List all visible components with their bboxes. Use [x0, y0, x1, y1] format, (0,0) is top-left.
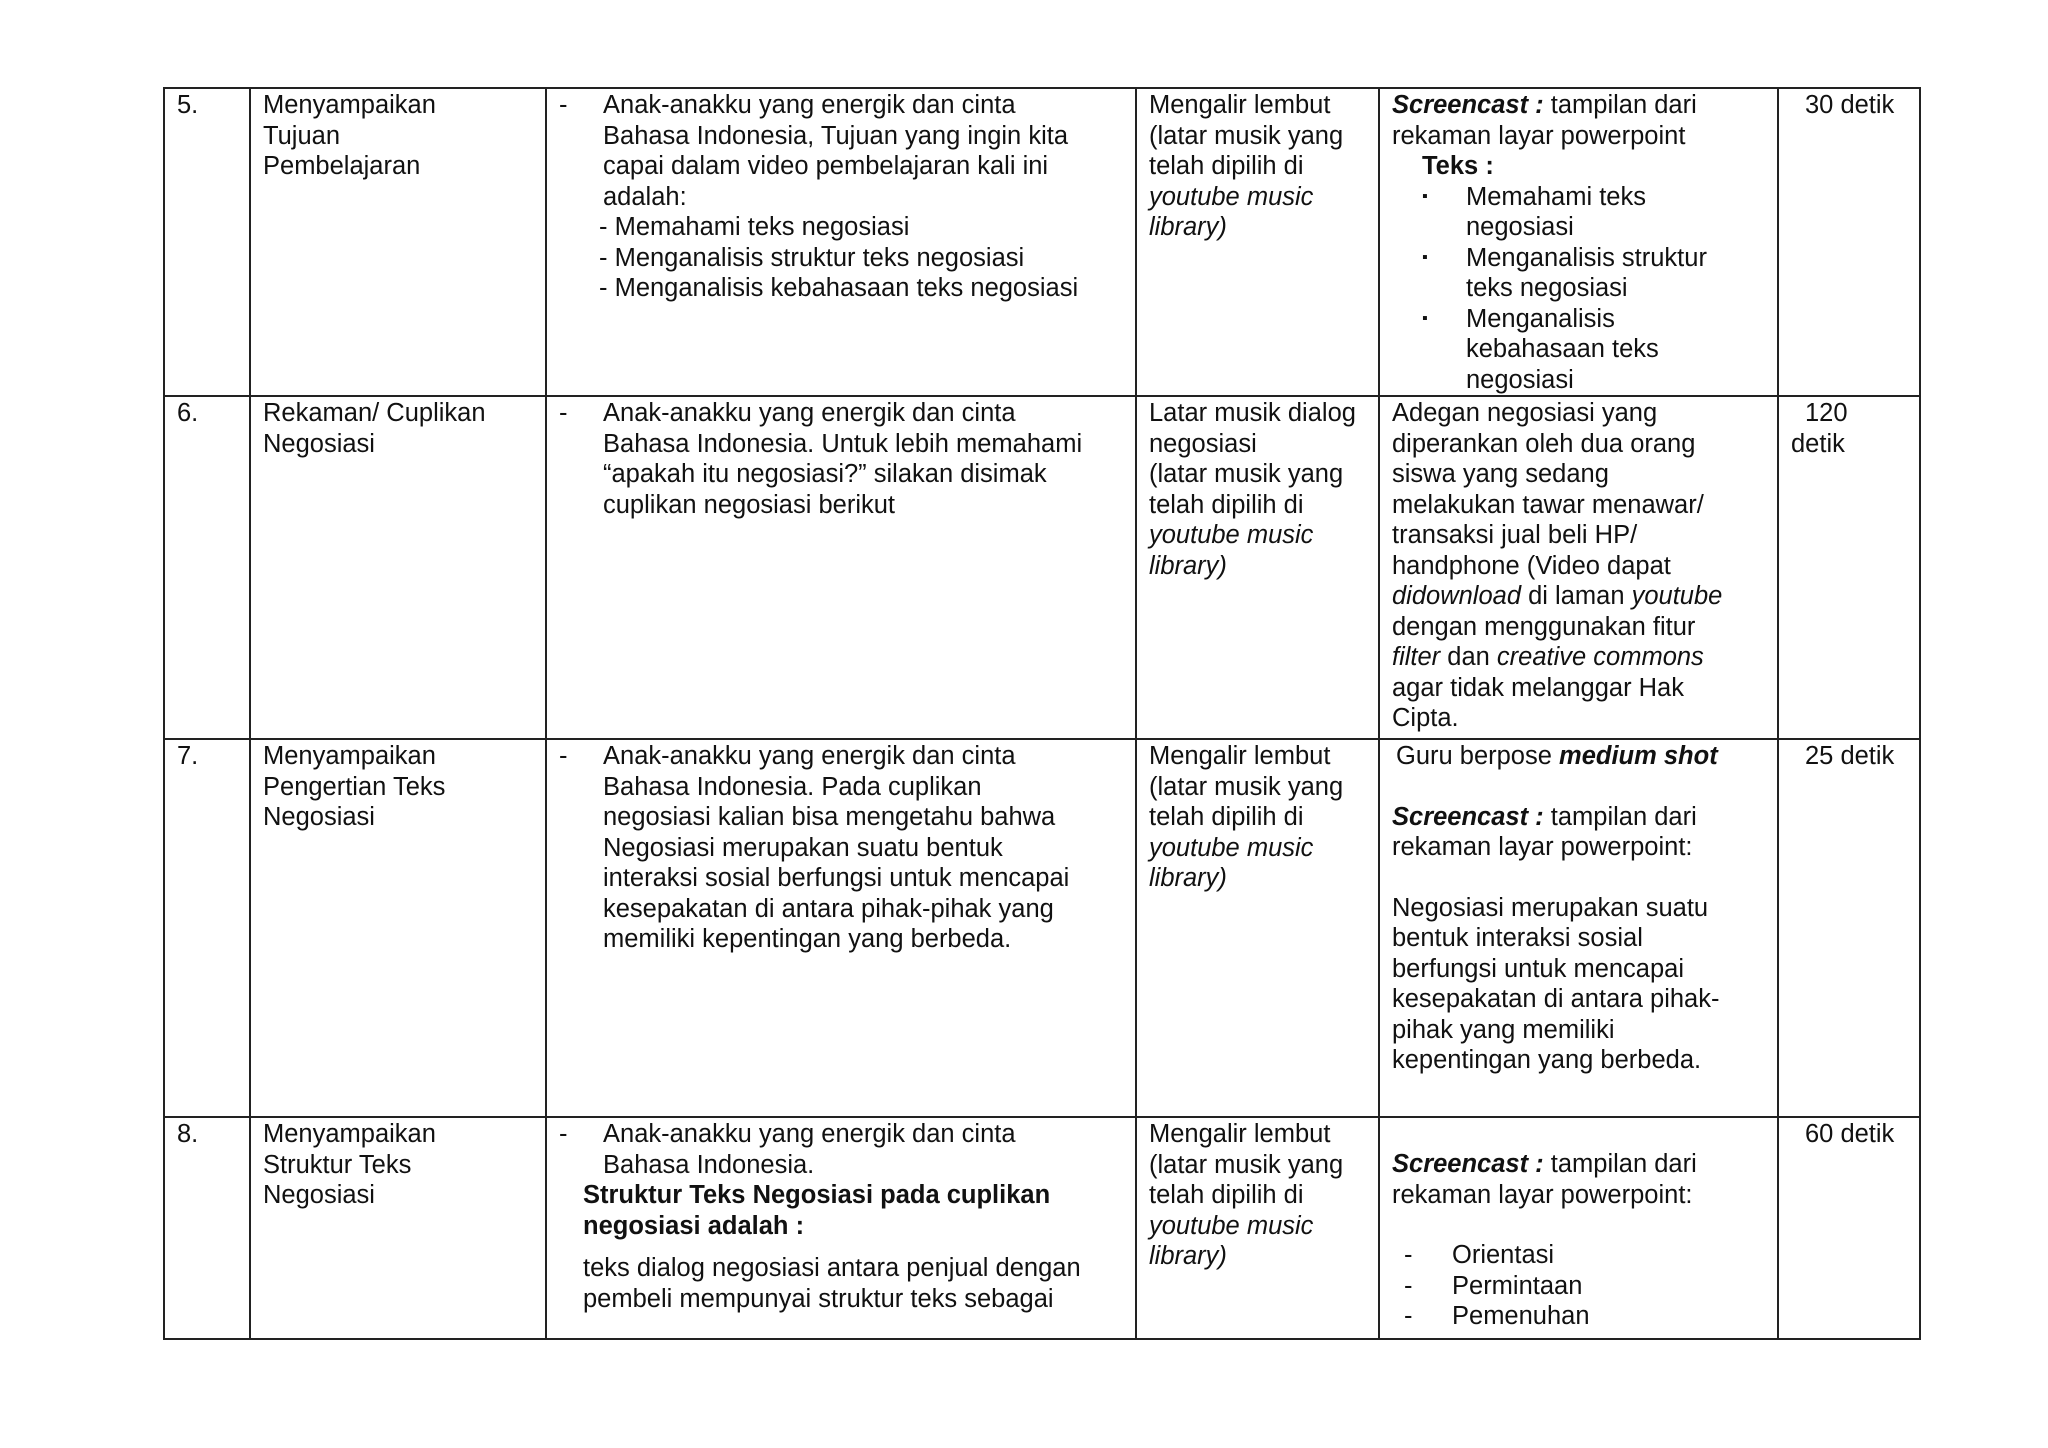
step-line: Menyampaikan — [263, 91, 436, 119]
narration-goal: - Menganalisis kebahasaan teks negosiasi — [599, 274, 1079, 302]
table-row — [164, 396, 1920, 739]
narration-item: - Anak-anakku yang energik dan cinta Bahasa Indonesia. Untuk lebih memahami “apakah itu negosiasi?” silakan disimak cuplikan negosiasi berikut — [559, 399, 1083, 519]
visual-cell: Screencast : tampilan dari rekaman layar powerpoint Teks : ▪ Memahami teks negosiasi ▪ Menganalisis struktur teks negosiasi ▪ Menganalisis kebahasaan teks negosiasi — [1379, 88, 1778, 396]
audio-cell: Mengalir lembut (latar musik yang telah dipilih di youtube music library) — [1136, 739, 1379, 1117]
row-number: 6. — [164, 396, 250, 739]
row-number: 5. — [164, 88, 250, 396]
table-row — [164, 88, 1920, 396]
duration-cell: 60 detik — [1778, 1117, 1920, 1339]
list-item: - Permintaan — [1404, 1271, 1583, 1300]
narration-cell — [546, 396, 1136, 739]
step-cell: Menyampaikan Struktur Teks Negosiasi — [250, 1117, 546, 1339]
audio-cell: Mengalir lembut (latar musik yang telah dipilih di youtube music library) — [1136, 88, 1379, 396]
table-row — [164, 739, 1920, 1117]
square-bullet-icon: ▪ — [1422, 309, 1428, 327]
storyboard-table — [163, 87, 1921, 1340]
structure-heading: Struktur Teks Negosiasi pada cuplikan — [583, 1181, 1051, 1209]
visual-cell: Guru berpose medium shot Screencast : tampilan dari rekaman layar powerpoint: Negosiasi merupakan suatu bentuk interaksi sosial berfungsi untuk mencapai kesepakatan di antara pihak- pihak yang memiliki kepentingan yang berbeda. — [1379, 739, 1778, 1117]
list-item: ▪ Menganalisis struktur teks negosiasi — [1392, 243, 1765, 304]
step-line: Tujuan — [263, 121, 341, 150]
square-bullet-icon: ▪ — [1422, 187, 1428, 205]
narration-goal: - Menganalisis struktur teks negosiasi — [599, 243, 1025, 272]
list-item: - Orientasi — [1404, 1241, 1555, 1269]
structure-list — [1392, 1240, 1765, 1332]
narration-item: - Anak-anakku yang energik dan cinta Bahasa Indonesia. — [559, 1120, 1016, 1179]
step-cell: Rekaman/ Cuplikan Negosiasi — [250, 396, 546, 739]
duration-cell: 30 detik — [1778, 88, 1920, 396]
narration-cell — [546, 88, 1136, 396]
visual-cell: Screencast : tampilan dari rekaman layar powerpoint: - Orientasi - Permintaan - Pemenuhan — [1379, 1117, 1778, 1339]
visual-bullet-list — [1392, 182, 1765, 396]
teks-label: Teks : — [1422, 152, 1494, 180]
step-line: Pembelajaran — [263, 152, 421, 180]
step-cell — [250, 88, 546, 396]
structure-heading: negosiasi adalah : — [583, 1211, 805, 1240]
duration-cell: 25 detik — [1778, 739, 1920, 1117]
square-bullet-icon: ▪ — [1422, 248, 1428, 266]
step-cell: Menyampaikan Pengertian Teks Negosiasi — [250, 739, 546, 1117]
visual-cell: Adegan negosiasi yang diperankan oleh dua orang siswa yang sedang melakukan tawar menawar/ transaksi jual beli HP/ handphone (Video dapat didownload di laman youtube dengan menggunakan fitur filter dan creative commons agar tidak melanggar Hak Cipta. — [1379, 396, 1778, 739]
narration-item: - Anak-anakku yang energik dan cinta Bahasa Indonesia. Pada cuplikan negosiasi kalian bisa mengetahu bahwa Negosiasi merupakan suatu bentuk interaksi sosial berfungsi untuk mencapai kesepakatan di antara pihak-pihak yang memiliki kepentingan yang berbeda. — [559, 742, 1070, 953]
table-row — [164, 1117, 1920, 1339]
row-number: 8. — [164, 1117, 250, 1339]
list-item: ▪ Menganalisis kebahasaan teks negosiasi — [1392, 304, 1765, 396]
duration-cell: 120 detik — [1778, 396, 1920, 739]
list-item: - Pemenuhan — [1404, 1302, 1590, 1330]
narration-item: - Anak-anakku yang energik dan cinta Bahasa Indonesia, Tujuan yang ingin kita capai dalam video pembelajaran kali ini adalah: — [559, 91, 1069, 211]
audio-cell: Latar musik dialog negosiasi (latar musik yang telah dipilih di youtube music library) — [1136, 396, 1379, 739]
list-item: ▪ Memahami teks negosiasi — [1392, 182, 1765, 243]
audio-cell: Mengalir lembut (latar musik yang telah dipilih di youtube music library) — [1136, 1117, 1379, 1339]
narration-goal: - Memahami teks negosiasi — [599, 213, 910, 241]
narration-cell: - Anak-anakku yang energik dan cinta Bahasa Indonesia. Struktur Teks Negosiasi pada cuplikan negosiasi adalah : teks dialog negosiasi antara penjual dengan pembeli mempunyai struktur teks sebagai — [546, 1117, 1136, 1339]
row-number: 7. — [164, 739, 250, 1117]
narration-cell — [546, 739, 1136, 1117]
